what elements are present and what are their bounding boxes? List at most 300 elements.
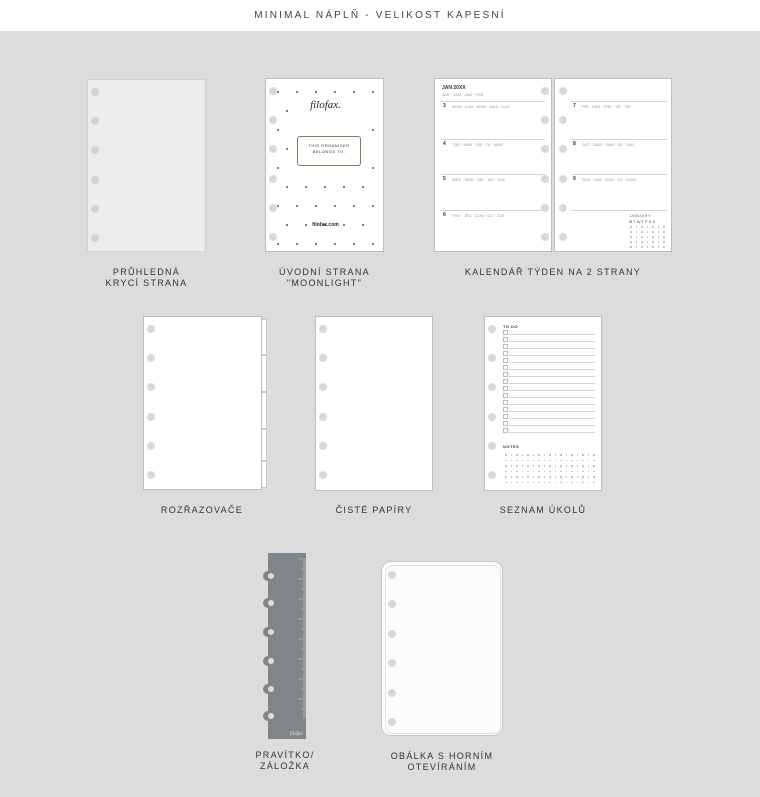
ring-hole [91,117,99,125]
notes-dot [588,471,590,473]
todo-checkbox [503,407,508,412]
notes-dot [511,465,513,467]
day-number: 3 [443,103,446,109]
mini-calendar-cell [663,231,665,233]
notes-dot [538,460,540,462]
pattern-dot [296,205,298,207]
ring-hole [268,658,274,664]
page-title: MINIMAL NÁPLŇ - VELIKOST KAPESNÍ [254,10,506,21]
notes-dot [571,476,573,478]
notes-dot [538,482,540,484]
notes-heading: NOTES [503,444,520,449]
todo-checkbox [503,344,508,349]
ring-hole [319,442,327,450]
notes-dot [588,476,590,478]
pattern-dot [277,205,279,207]
day-divider [441,174,545,175]
notes-dot [516,471,518,473]
mini-calendar-weekdays: M T W T F S S [629,219,656,224]
notes-dot [588,465,590,467]
mini-calendar-cell [652,231,654,233]
ring-hole [91,88,99,96]
ring-hole [559,116,567,124]
todo-checkbox [503,337,508,342]
notes-dot [577,465,579,467]
mini-calendar-cell [630,236,632,238]
ring-hole [559,204,567,212]
notes-dot [555,454,557,456]
mini-calendar-cell [647,226,649,228]
day-number: 9 [573,176,576,182]
notes-dot [527,482,529,484]
ring-hole [147,413,155,421]
todo-checkbox [503,372,508,377]
dividers-caption: ROZŘAZOVAČE [160,505,244,515]
ring-hole [541,233,549,241]
ring-hole [268,713,274,719]
calendar-weeks: JAN · JAN · JAN · FEB [442,92,484,97]
notes-dot [544,471,546,473]
ring-hole [388,571,396,579]
mini-calendar-month: JANUARY [629,213,652,218]
notes-dot [577,460,579,462]
calendar-month: JAN 20XX [442,85,466,91]
notes-dot [555,471,557,473]
owner-label-line2: BELONGS TO: [312,149,346,154]
notes-dot [538,476,540,478]
envelope-caption: OBÁLKA S HORNÍM OTEVÍRÁNÍM [390,751,494,772]
todo-line [509,334,595,335]
notes-dot [527,465,529,467]
notes-dot [555,476,557,478]
todo-checkbox [503,365,508,370]
pattern-dot [334,205,336,207]
day-divider [441,101,545,102]
notes-dot [593,471,595,473]
notes-dot [582,460,584,462]
mini-calendar-cell [630,241,632,243]
ring-hole [541,145,549,153]
mini-calendar-cell [636,241,638,243]
todo-list-caption: SEZNAM ÚKOLŮ [499,505,587,515]
ring-hole [91,146,99,154]
mini-calendar-cell [652,236,654,238]
notes-dot [566,476,568,478]
notes-dot [516,476,518,478]
notes-dot [588,454,590,456]
ring-hole [268,573,274,579]
mini-calendar-cell [641,236,643,238]
ring-hole [541,175,549,183]
mini-calendar-cell [647,236,649,238]
notes-dot [582,465,584,467]
ring-hole [559,175,567,183]
ring-hole [319,471,327,479]
notes-dot [582,482,584,484]
todo-line [509,425,595,426]
todo-line [509,397,595,398]
pattern-dot [324,186,326,188]
ring-hole [488,354,496,362]
pattern-dot [372,91,374,93]
notes-dot [544,465,546,467]
todo-line [509,411,595,412]
ring-hole [541,87,549,95]
mini-calendar-cell [630,246,632,248]
owner-label-line1: THIS ORGANISER [308,143,350,148]
todo-checkbox [503,379,508,384]
day-label: THU · JEU · DON · DO · JUE [452,213,505,218]
mini-calendar-cell [658,246,660,248]
envelope-preview [381,561,503,736]
notes-dot [560,471,562,473]
notes-dot [571,471,573,473]
mini-calendar-cell [630,231,632,233]
notes-dot [566,482,568,484]
todo-checkbox [503,358,508,363]
clear-cover-preview [87,79,206,252]
todo-line [509,376,595,377]
todo-checkbox [503,400,508,405]
todo-line [509,418,595,419]
ring-hole [388,659,396,667]
notes-dot [505,482,507,484]
ring-hole [488,442,496,450]
ruler-brand: filofax [290,732,303,737]
ring-hole [91,176,99,184]
day-number: 4 [443,141,446,147]
notes-dot [522,454,524,456]
mini-calendar-cell [652,246,654,248]
day-label: MON · LUN · MON · MAA · LUN [452,104,510,109]
ring-hole [388,600,396,608]
notes-dot [555,465,557,467]
todo-line [509,383,595,384]
mini-calendar-cell [658,231,660,233]
ring-hole [91,234,99,242]
day-number: 7 [573,103,576,109]
mini-calendar-cell [636,236,638,238]
notes-dot [505,465,507,467]
day-divider [441,139,545,140]
brand-logo: filofax. [310,99,341,111]
notes-dot [560,476,562,478]
notes-dot [511,476,513,478]
plain-paper-caption: ČISTÉ PAPÍRY [335,505,413,515]
notes-dot [522,465,524,467]
pattern-dot [296,243,298,245]
notes-dot [533,476,535,478]
notes-dot [516,460,518,462]
mini-calendar-cell [630,226,632,228]
ring-hole [319,354,327,362]
notes-dot [516,482,518,484]
notes-dot [560,465,562,467]
ring-hole [488,471,496,479]
intro-page-caption: ÚVODNÍ STRANA "MOONLIGHT" [279,267,370,288]
todo-list-preview [484,316,602,491]
ring-hole [319,383,327,391]
pattern-dot [277,167,279,169]
notes-dot [593,454,595,456]
notes-dot [516,454,518,456]
ring-hole [269,204,277,212]
brand-url: filofax.com [312,222,339,228]
notes-dot [533,454,535,456]
notes-dot [544,476,546,478]
notes-dot [593,476,595,478]
todo-heading: TO DO [503,324,519,329]
mini-calendar-cell [652,241,654,243]
day-label: SAT · SAM · SAM · ZA · SAB [582,142,634,147]
pattern-dot [315,205,317,207]
notes-dot [555,460,557,462]
ring-hole [269,87,277,95]
ring-hole [147,354,155,362]
pattern-dot [296,91,298,93]
calendar-right-page [554,78,672,252]
notes-dot [566,465,568,467]
pattern-dot [315,243,317,245]
day-divider [571,174,667,175]
notes-dot [560,454,562,456]
mini-calendar-cell [658,236,660,238]
ring-hole [147,442,155,450]
ring-hole [269,175,277,183]
pattern-dot [305,186,307,188]
day-divider [571,101,667,102]
notes-dot [577,454,579,456]
mini-calendar-cell [636,226,638,228]
mini-calendar-cell [636,231,638,233]
dividers-preview [143,316,262,490]
pattern-dot [372,243,374,245]
notes-dot [538,465,540,467]
todo-line [509,341,595,342]
pattern-dot [372,129,374,131]
owner-label-box [297,136,361,166]
notes-dot [505,454,507,456]
day-label: SUN · DIM · SON · ZO · DOM [582,177,636,182]
mini-calendar-cell [647,246,649,248]
ruler-bookmark-preview [262,553,312,739]
day-number: 6 [443,212,446,218]
notes-dot [549,460,551,462]
notes-dot [588,460,590,462]
ring-hole [319,413,327,421]
pattern-dot [286,148,288,150]
notes-dot [571,482,573,484]
notes-dot [516,465,518,467]
notes-dot [511,454,513,456]
mini-calendar-cell [658,241,660,243]
mini-calendar-cell [641,246,643,248]
notes-dot [593,482,595,484]
ring-hole [269,145,277,153]
day-divider [441,210,545,211]
notes-dot [533,465,535,467]
day-number: 8 [573,141,576,147]
todo-checkbox [503,393,508,398]
ring-hole [147,325,155,333]
notes-dot [566,460,568,462]
mini-calendar-cell [652,226,654,228]
ruler-body [263,553,306,739]
calendar-left-page [434,78,552,252]
ring-hole [388,689,396,697]
ruler-caption: PRAVÍTKO/ ZÁLOŽKA [255,750,315,771]
pattern-dot [277,91,279,93]
ring-hole [91,205,99,213]
day-divider [571,139,667,140]
pattern-dot [334,91,336,93]
todo-checkbox [503,428,508,433]
notes-dot [544,454,546,456]
notes-dot [566,471,568,473]
ring-hole [147,471,155,479]
clear-cover-caption: PRŮHLEDNÁ KRYCÍ STRANA [105,267,188,288]
pattern-dot [277,129,279,131]
ring-hole [268,600,274,606]
notes-dot [522,471,524,473]
mini-calendar-cell [663,236,665,238]
notes-dot [527,471,529,473]
notes-dot [555,482,557,484]
notes-dot [549,471,551,473]
notes-dot [522,482,524,484]
ring-hole [488,325,496,333]
day-label: FRI · VEN · FRE · VR · VIE [582,104,631,109]
ring-hole [268,629,274,635]
ring-hole [269,233,277,241]
notes-dot [538,454,540,456]
notes-dot [544,482,546,484]
todo-line [509,355,595,356]
ring-hole [488,383,496,391]
notes-dot [527,476,529,478]
mini-calendar-cell [663,241,665,243]
notes-dot [505,476,507,478]
day-number: 5 [443,176,446,182]
todo-checkbox [503,421,508,426]
pattern-dot [286,186,288,188]
mini-calendar-cell [663,226,665,228]
notes-dot [560,460,562,462]
mini-calendar-cell [636,246,638,248]
notes-dot [505,471,507,473]
todo-checkbox [503,351,508,356]
ring-hole [559,233,567,241]
day-label: TUE · MAR · DIE · DI · MAR [452,142,503,147]
notes-dot [577,471,579,473]
pattern-dot [372,205,374,207]
mini-calendar-cell [647,241,649,243]
notes-dot [549,476,551,478]
ring-hole [559,145,567,153]
todo-checkbox [503,330,508,335]
ring-hole [319,325,327,333]
pattern-dot [277,243,279,245]
notes-dot [533,460,535,462]
todo-checkbox [503,414,508,419]
todo-line [509,369,595,370]
notes-dot [538,471,540,473]
notes-dot [571,454,573,456]
pattern-dot [343,186,345,188]
notes-dot [522,460,524,462]
ring-hole [268,686,274,692]
notes-dot [511,471,513,473]
ring-hole [541,204,549,212]
plain-paper-preview [315,316,433,491]
notes-dot [511,482,513,484]
notes-dot [549,454,551,456]
notes-dot [522,476,524,478]
ring-hole [269,116,277,124]
todo-line [509,348,595,349]
todo-line [509,390,595,391]
day-divider [571,210,667,211]
todo-line [509,432,595,433]
pattern-dot [353,205,355,207]
notes-dot [533,482,535,484]
notes-dot [533,471,535,473]
mini-calendar-cell [641,241,643,243]
notes-dot [544,460,546,462]
day-label: WED · MER · MIT · WO · MIE [452,177,506,182]
pattern-dot [334,243,336,245]
notes-dot [593,460,595,462]
ring-hole [388,718,396,726]
mini-calendar-cell [647,231,649,233]
page-header [0,0,760,31]
todo-checkbox [503,386,508,391]
todo-line [509,404,595,405]
pattern-dot [315,91,317,93]
ring-hole [147,383,155,391]
calendar-caption: KALENDÁŘ TÝDEN NA 2 STRANY [464,267,642,277]
notes-dot [577,476,579,478]
notes-dot [527,454,529,456]
mini-calendar-cell [641,226,643,228]
notes-dot [527,460,529,462]
notes-dot [505,460,507,462]
pattern-dot [362,186,364,188]
notes-dot [549,465,551,467]
notes-dot [511,460,513,462]
intro-page-preview [265,78,384,252]
pattern-dot [372,167,374,169]
ring-hole [388,630,396,638]
notes-dot [577,482,579,484]
notes-dot [571,465,573,467]
notes-dot [571,460,573,462]
mini-calendar-cell [663,246,665,248]
mini-calendar-cell [658,226,660,228]
pattern-dot [353,243,355,245]
envelope-inner-edge [385,565,501,734]
pattern-dot [353,91,355,93]
notes-dot [588,482,590,484]
ring-hole [559,87,567,95]
notes-dot [582,454,584,456]
ring-hole [488,413,496,421]
notes-dot [560,482,562,484]
notes-dot [582,476,584,478]
todo-line [509,362,595,363]
notes-dot [593,465,595,467]
notes-dot [582,471,584,473]
